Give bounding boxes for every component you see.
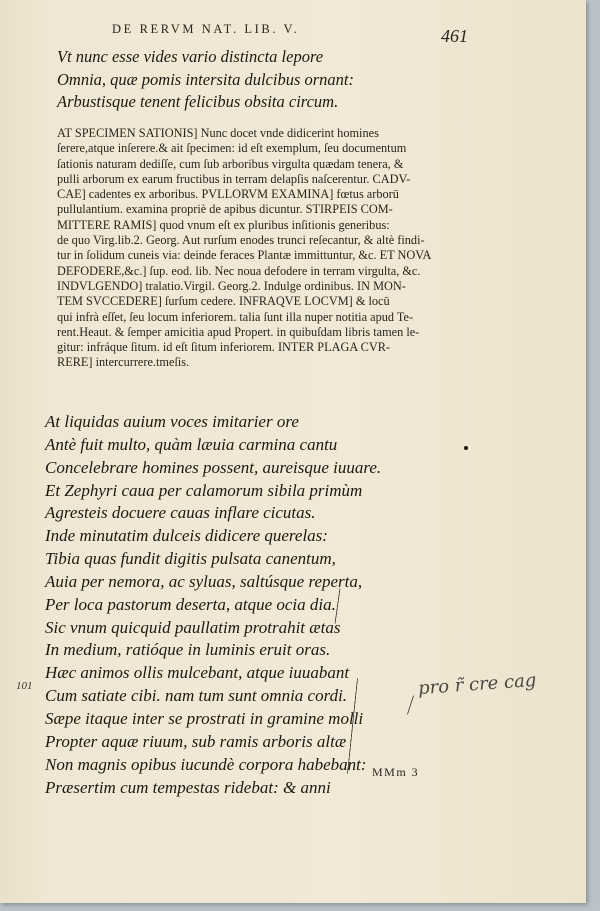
verse-line: Agresteis docuere cauas inflare cicutas. — [45, 503, 316, 523]
commentary-block — [57, 126, 493, 371]
commentary-line: RERE] intercurrere.tmeſis. — [57, 355, 190, 370]
verse-line: Arbustisque tenent felicibus obsita circum. — [57, 92, 339, 111]
verse-line: Concelebrare homines possent, aureisque iuuare. — [45, 457, 382, 477]
commentary-line: MITTERE RAMIS] quod vnum eſt ex pluribus inſitionis generibus: — [57, 217, 390, 232]
verse-line: Inde minutatim dulceis didicere querelas: — [45, 526, 328, 546]
commentary-line: ſerere,atque inſerere.& ait ſpecimen: id eſt exemplum, ſeu documentum — [57, 141, 407, 156]
commentary-line: gitur: infráque ſitum. id eſt ſitum inferiorem. INTER PLAGA CVR- — [57, 340, 390, 355]
verse-line: Per loca pastorum deserta, atque ocia dia. — [45, 594, 336, 614]
verse-line: Non magnis opibus iucundè corpora habebant: — [45, 754, 367, 774]
commentary-line: pullulantium. examina propriè de apibus dicuntur. STIRPEIS COM- — [57, 202, 393, 217]
commentary-line: AT SPECIMEN SATIONIS] Nunc docet vnde didicerint homines — [57, 126, 379, 140]
commentary-line: qui infrà eſſet, ſeu locum inferiorem. talia ſunt illa nuper notitia apud Te- — [57, 309, 414, 324]
verse-line: Tibia quas fundit digitis pulsata canentum, — [45, 549, 336, 569]
verse-line: Sic vnum quicquid paullatim protrahit ætas — [45, 617, 341, 637]
verse-line: Propter aquæ riuum, sub ramis arboris altæ — [45, 731, 347, 751]
verse-line: Præsertim cum tempestas ridebat: & anni — [45, 777, 331, 797]
verse-line: Et Zephyri caua per calamorum sibila primùm — [45, 480, 363, 500]
verse-block-main — [45, 411, 381, 799]
commentary-line: TEM SVCCEDERE] ſurſum cedere. INFRAQVE LOCVM] & locū — [57, 294, 390, 309]
verse-line: Sæpe itaque inter se prostrati in gramine molli — [45, 708, 364, 728]
verse-block-top — [57, 46, 354, 114]
page-number: 461 — [441, 26, 468, 46]
running-title: DE RERVM NAT. LIB. V. — [112, 22, 300, 36]
verse-line: Vt nunc esse vides vario distincta lepore — [57, 47, 324, 66]
margin-handwriting: pro r̃ cre cag — [417, 669, 537, 700]
verse-line: Omnia, quæ pomis intersita dulcibus ornant: — [57, 69, 355, 89]
verse-line: Auia per nemora, ac syluas, saltúsque reperta, — [45, 571, 363, 591]
commentary-line: CAE] cadentes ex arboribus. PVLLORVM EXAMINA] fœtus arborū — [57, 187, 399, 202]
line-marker: 101 — [16, 680, 33, 692]
commentary-line: ſationis naturam dediſſe, cum ſub arboribus virgulta quædam tenera, & — [57, 156, 404, 171]
commentary-line: pulli arborum ex earum fructibus in terram delapſis naſcerentur. CADV- — [57, 171, 411, 186]
margin-bracket-small — [407, 695, 414, 714]
commentary-line: tur in ſolidum cuneis via: deinde feraces Plantæ immittuntur, &c. ET NOVA — [57, 248, 432, 263]
commentary-line: INDVLGENDO] tralatio.Virgil. Georg.2. Indulge ordinibus. IN MON- — [57, 278, 406, 293]
verse-line: At liquidas auium voces imitarier ore — [45, 412, 299, 431]
ink-dot — [464, 446, 468, 450]
signature-mark: MMm 3 — [372, 765, 420, 779]
commentary-line: rent.Heaut. & ſemper amicitia apud Propert. in quibuſdam libris tamen le- — [57, 324, 420, 339]
verse-line: In medium, ratióque in luminis eruit oras. — [45, 640, 331, 660]
verse-line: Antè fuit multo, quàm læuia carmina cantu — [45, 434, 338, 454]
verse-line: Cum satiate cibi. nam tum sunt omnia cordi. — [45, 686, 348, 706]
commentary-line: de quo Virg.lib.2. Georg. Aut rurſum enodes trunci reſecantur, & altè findi- — [57, 233, 425, 248]
verse-line: Hæc animos ollis mulcebant, atque iuuabant — [45, 663, 350, 683]
commentary-line: DEFODERE,&c.] ſup. eod. lib. Nec noua defodere in terram virgulta, &c. — [57, 263, 421, 278]
